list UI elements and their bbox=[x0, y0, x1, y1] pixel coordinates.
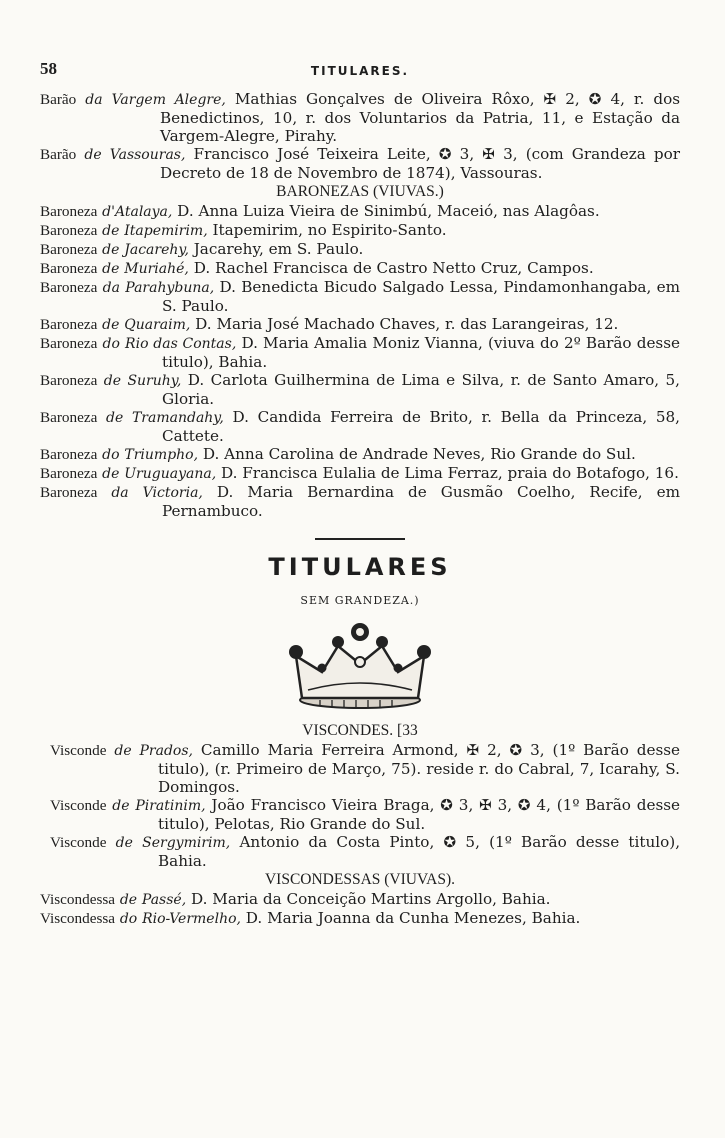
page-number: 58 bbox=[40, 59, 57, 78]
entry-text: D. Rachel Francisca de Castro Netto Cruz, Campos. bbox=[188, 259, 594, 277]
entry-text: D. Francisca Eulalia de Lima Ferraz, praia do Botafogo, 16. bbox=[216, 464, 679, 482]
entry-rank: Baroneza bbox=[40, 241, 98, 258]
entry-title-name: Vargem Alegre, bbox=[111, 92, 226, 108]
entry-title-name: Vassouras, bbox=[109, 147, 186, 163]
visconde-entry bbox=[40, 833, 680, 870]
entry-rank: Baroneza bbox=[40, 279, 98, 296]
entry-title-name: Rio das Contas, bbox=[125, 336, 237, 352]
entry-text: Camillo Maria Ferreira Armond, ✠ 2, ✪ 3, (1º Barão desse titulo), (r. Primeiro de Março, 75). reside r. do Cabral, 7, Icarahy, S. Domingos. bbox=[158, 741, 681, 796]
entry-title-name: Tramandahy, bbox=[131, 410, 224, 426]
baroneza-entry bbox=[40, 445, 680, 464]
viscondessas-heading: VISCONDESSAS (VIUVAS). bbox=[264, 871, 456, 888]
entry-preposition: do bbox=[119, 911, 138, 927]
barons-section bbox=[40, 90, 680, 928]
visconde-entry bbox=[40, 741, 680, 796]
baroneza-entry bbox=[40, 464, 680, 483]
entry-title-name: Passé, bbox=[141, 892, 187, 908]
entry-preposition: de bbox=[102, 242, 120, 258]
entry-preposition: de bbox=[102, 223, 120, 239]
crown-icon bbox=[40, 620, 680, 716]
entry-rank: Baroneza bbox=[40, 316, 98, 333]
entry-text: D. Maria da Conceição Martins Argollo, Bahia. bbox=[186, 890, 551, 908]
entry-preposition: de bbox=[102, 466, 120, 482]
entry-rank: Baroneza bbox=[40, 372, 98, 389]
baroneza-entry bbox=[40, 371, 680, 408]
baroneza-entry bbox=[40, 259, 680, 278]
entry-text: D. Maria José Machado Chaves, r. das Larangeiras, 12. bbox=[190, 315, 619, 333]
entry-preposition: de bbox=[103, 373, 122, 389]
baroneza-entry bbox=[40, 408, 680, 445]
baroneza-entry bbox=[40, 278, 680, 315]
entry-rank: Baroneza bbox=[40, 409, 98, 426]
entry-rank: Baroneza bbox=[40, 484, 98, 501]
entry-rank: Baroneza bbox=[40, 222, 98, 239]
entry-text: Mathias Gonçalves de Oliveira Rôxo, ✠ 2, ✪ 4, r. dos Benedictinos, 10, r. dos Voluntarios da Patria, 11, e Estação da Vargem-Alegre, Pirahy. bbox=[160, 90, 681, 145]
baroneza-entry bbox=[40, 202, 680, 221]
section-divider bbox=[315, 538, 405, 540]
visconde-entry bbox=[40, 796, 680, 833]
entry-title-name: Prados, bbox=[139, 743, 193, 759]
entry-rank: Baroneza bbox=[40, 335, 98, 352]
entry-title-name: Suruhy, bbox=[127, 373, 182, 389]
entry-title-name: Quaraim, bbox=[124, 317, 191, 333]
entry-text: João Francisco Vieira Braga, ✪ 3, ✠ 3, ✪ 4, (1º Barão desse titulo), Pelotas, Rio Grande do Sul. bbox=[158, 796, 681, 833]
baroneza-entry bbox=[40, 334, 680, 371]
entry-title-name: Rio-Vermelho, bbox=[142, 911, 241, 927]
viscondessa-entry bbox=[40, 909, 680, 928]
entry-text: D. Anna Luiza Vieira de Sinimbú, Maceió, nas Alagôas. bbox=[172, 202, 600, 220]
entry-title-name: Victoria, bbox=[142, 485, 203, 501]
entry-preposition: de bbox=[102, 317, 120, 333]
entry-preposition: de bbox=[112, 798, 130, 814]
entry-preposition: de bbox=[102, 261, 120, 277]
entry-text: D. Benedicta Bicudo Salgado Lessa, Pindamonhangaba, em S. Paulo. bbox=[162, 278, 680, 315]
entry-rank: Viscondessa bbox=[40, 891, 116, 908]
entry-preposition: de bbox=[119, 892, 138, 908]
entry-rank: Barão bbox=[40, 146, 77, 163]
entry-rank: Visconde bbox=[50, 834, 107, 851]
entry-text: D. Anna Carolina de Andrade Neves, Rio Grande do Sul. bbox=[198, 445, 636, 463]
entry-text: Antonio da Costa Pinto, ✪ 5, (1º Barão desse titulo), Bahia. bbox=[158, 833, 681, 870]
entry-preposition: de bbox=[114, 743, 132, 759]
entry-rank: Baroneza bbox=[40, 203, 98, 220]
entry-rank: Baroneza bbox=[40, 465, 98, 482]
running-title: TITULARES. bbox=[310, 64, 410, 78]
entry-text: D. Maria Amalia Moniz Vianna, (viuva do 2º Barão desse titulo), Bahia. bbox=[162, 334, 681, 371]
entry-text: D. Candida Ferreira de Brito, r. Bella da Princeza, 58, Cattete. bbox=[162, 408, 681, 445]
entry-title-name: Itapemirim, bbox=[124, 223, 208, 239]
baron-entry bbox=[40, 90, 680, 145]
baron-entry bbox=[40, 145, 680, 182]
baroneza-entry bbox=[40, 221, 680, 240]
entry-text: D. Maria Bernardina de Gusmão Coelho, Recife, em Pernambuco. bbox=[162, 483, 680, 520]
entry-rank: Baroneza bbox=[40, 260, 98, 277]
baronezas-heading: BARONEZAS (VIUVAS.) bbox=[276, 183, 444, 200]
entry-preposition: de bbox=[106, 410, 124, 426]
entry-preposition: do bbox=[102, 447, 120, 463]
entry-preposition: de bbox=[84, 147, 102, 163]
entry-preposition: da bbox=[85, 92, 103, 108]
viscondessa-entry bbox=[40, 890, 680, 909]
entry-rank: Barão bbox=[40, 91, 77, 108]
entry-preposition: da bbox=[111, 485, 129, 501]
entry-title-name: Triumpho, bbox=[124, 447, 199, 463]
entry-title-name: Jacarehy, bbox=[124, 242, 189, 258]
entry-rank: Baroneza bbox=[40, 446, 98, 463]
entry-text: Itapemirim, no Espirito-Santo. bbox=[207, 221, 447, 239]
entry-title-name: Piratinim, bbox=[135, 798, 206, 814]
entry-title-name: Parahybuna, bbox=[125, 280, 215, 296]
entry-text: Francisco José Teixeira Leite, ✪ 3, ✠ 3, (com Grandeza por Decreto de 18 de Novembro de 1874), Vassouras. bbox=[160, 145, 681, 182]
baroneza-entry bbox=[40, 315, 680, 334]
entry-title-name: Sergymirim, bbox=[142, 835, 231, 851]
entry-title-name: Uruguayana, bbox=[124, 466, 217, 482]
entry-preposition: do bbox=[102, 336, 120, 352]
viscondes-heading: VISCONDES. [33 bbox=[302, 722, 418, 739]
section-title: TITULARES bbox=[268, 553, 452, 581]
entry-preposition: d' bbox=[102, 204, 115, 220]
baroneza-entry bbox=[40, 240, 680, 259]
entry-rank: Viscondessa bbox=[40, 910, 116, 927]
entry-text: D. Carlota Guilhermina de Lima e Silva, r. de Santo Amaro, 5, Gloria. bbox=[162, 371, 681, 408]
entry-rank: Visconde bbox=[50, 797, 107, 814]
entry-rank: Visconde bbox=[50, 742, 107, 759]
entry-text: D. Maria Joanna da Cunha Menezes, Bahia. bbox=[240, 909, 581, 927]
entry-title-name: Atalaya, bbox=[114, 204, 173, 220]
baroneza-entry bbox=[40, 483, 680, 520]
entry-preposition: da bbox=[102, 280, 120, 296]
section-subtitle: SEM GRANDEZA.) bbox=[300, 594, 420, 607]
entry-text: Jacarehy, em S. Paulo. bbox=[188, 240, 364, 258]
entry-preposition: de bbox=[115, 835, 133, 851]
page-header bbox=[40, 60, 680, 80]
entry-title-name: Muriahé, bbox=[124, 261, 189, 277]
